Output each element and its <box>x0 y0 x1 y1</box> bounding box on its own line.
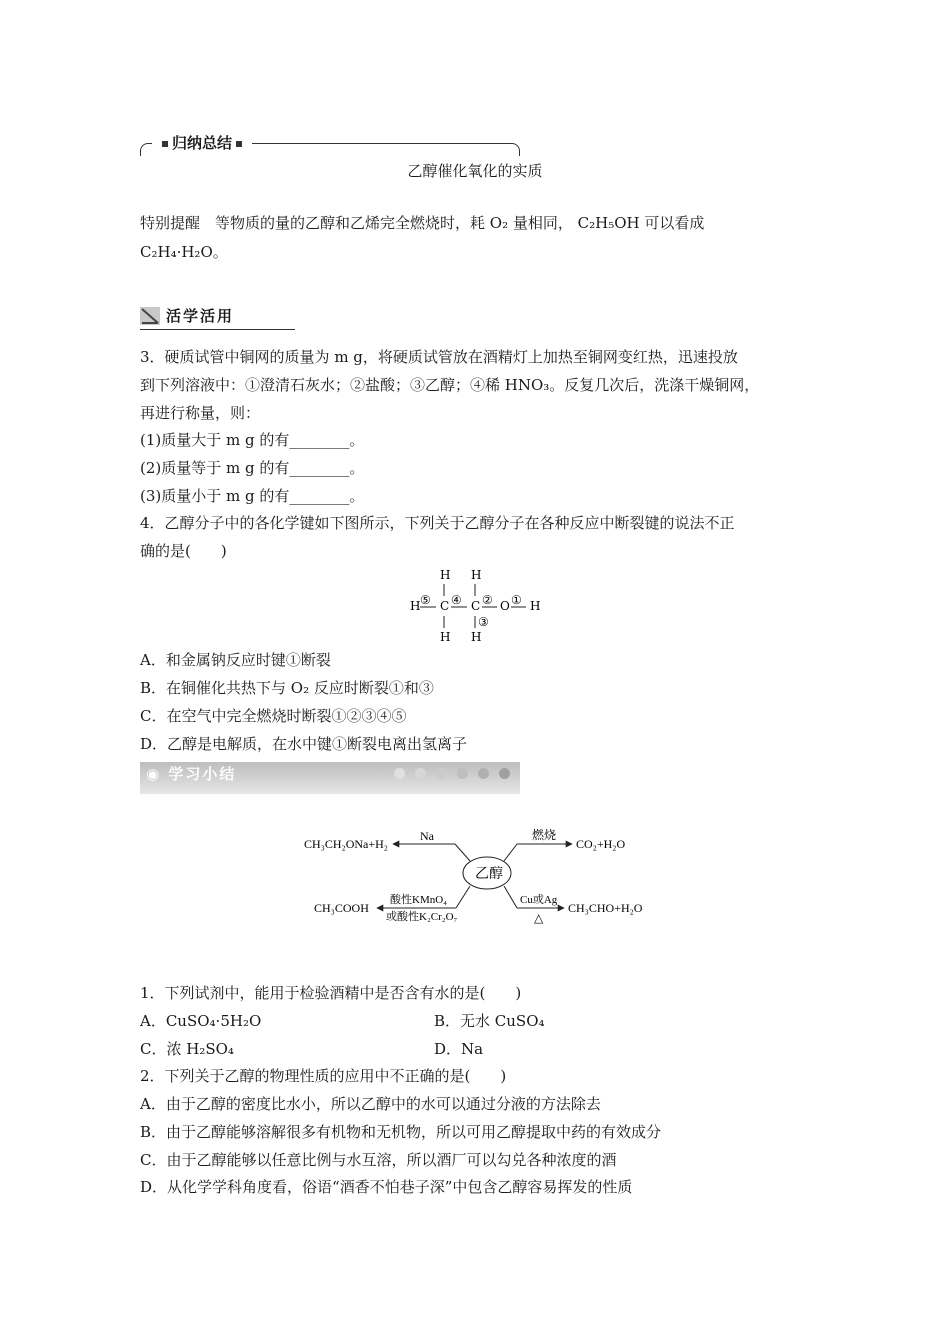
q3-line1: 3．硬质试管中铜网的质量为 m g，将硬质试管放在酒精灯上加热至铜网变红热，迅速投放 <box>140 348 738 366</box>
q4-option-a: A．和金属钠反应时键①断裂 <box>140 651 331 669</box>
q3-sub3: (3)质量小于 m g 的有________。 <box>140 487 365 505</box>
q1-option-a: A．CuSO₄·5H₂O <box>140 1012 262 1030</box>
atom-o: O <box>500 599 510 613</box>
q3-sub1: (1)质量大于 m g 的有________。 <box>140 431 365 449</box>
dot-icon <box>415 768 426 779</box>
bond-3-label: ③ <box>478 615 489 629</box>
q2-option-b: B．由于乙醇能够溶解很多有机物和无机物，所以可用乙醇提取中药的有效成分 <box>140 1123 662 1141</box>
atom-h: H <box>440 630 451 644</box>
square-bullet-icon <box>236 141 242 147</box>
dot-icon <box>499 768 510 779</box>
dot-icon <box>436 768 447 779</box>
diagonal-stripe-icon <box>140 307 160 325</box>
q4-line1: 4．乙醇分子中的各化学键如下图所示，下列关于乙醇分子在各种反应中断裂键的说法不正 <box>140 514 735 532</box>
summary-header <box>140 133 520 155</box>
q4-option-b: B．在铜催化共热下与 O₂ 反应时断裂①和③ <box>140 679 434 697</box>
apply-underline <box>140 329 295 330</box>
bond-5-label: ⑤ <box>420 593 431 607</box>
heat-symbol: △ <box>534 911 544 925</box>
burn-product: CO₂+H₂O <box>576 837 626 851</box>
acid-product: CH₃COOH <box>314 901 369 915</box>
na-product: CH₃CH₂ONa+H₂ <box>304 837 388 851</box>
q1-option-d: D．Na <box>434 1040 484 1058</box>
q4-line2: 确的是( ) <box>140 542 227 560</box>
special-note-text: 等物质的量的乙醇和乙烯完全燃烧时，耗 O₂ 量相同， C₂H₅OH 可以看成 <box>215 214 705 232</box>
summary-subtitle: 乙醇催化氧化的实质 <box>407 162 543 180</box>
acid-reagent-2: 或酸性K₂Cr₂O₇ <box>386 911 458 923</box>
branch-line <box>504 844 517 861</box>
atom-h: H <box>471 568 482 582</box>
q3-line2: 到下列溶液中：①澄清石灰水；②盐酸；③乙醇；④稀 HNO₃。反复几次后，洗涤干燥铜网， <box>140 376 760 394</box>
special-note-line2: C₂H₄·H₂O。 <box>140 243 228 261</box>
atom-c: C <box>471 599 481 613</box>
study-q1: 1．下列试剂中，能用于检验酒精中是否含有水的是( ) <box>140 984 522 1002</box>
q2-option-a: A．由于乙醇的密度比水小，所以乙醇中的水可以通过分液的方法除去 <box>140 1095 601 1113</box>
cu-product: CH₃CHO+H₂O <box>568 901 643 915</box>
acid-reagent-1: 酸性KMnO₄ <box>390 894 448 906</box>
atom-c: C <box>440 599 450 613</box>
q3-sub2: (2)质量等于 m g 的有________。 <box>140 459 365 477</box>
q2-option-c: C．由于乙醇能够以任意比例与水互溶，所以酒厂可以勾兑各种浓度的酒 <box>140 1151 617 1169</box>
special-note-line1 <box>140 213 704 233</box>
dot-icon <box>478 768 489 779</box>
q1-option-b: B．无水 CuSO₄ <box>434 1012 545 1030</box>
square-bullet-icon <box>162 141 168 147</box>
burn-reagent: 燃烧 <box>532 828 557 842</box>
study-summary-bar <box>140 762 520 794</box>
na-reagent: Na <box>420 829 434 843</box>
branch-line <box>456 886 470 908</box>
atom-h: H <box>410 599 421 613</box>
apply-header <box>140 305 295 329</box>
special-note-label: 特别提醒 <box>140 214 201 232</box>
q4-option-d: D．乙醇是电解质，在水中键①断裂电离出氢离子 <box>140 735 468 753</box>
q4-option-c: C．在空气中完全燃烧时断裂①②③④⑤ <box>140 707 407 725</box>
ethanol-bond-structure <box>400 566 560 646</box>
bond-1-label: ① <box>511 593 522 607</box>
q3-line3: 再进行称量，则： <box>140 404 261 422</box>
ethanol-reaction-diagram <box>300 820 660 930</box>
dot-icon <box>457 768 468 779</box>
study-q2: 2．下列关于乙醇的物理性质的应用中不正确的是( ) <box>140 1067 507 1085</box>
branch-line <box>455 844 470 861</box>
apply-title: 活学活用 <box>166 307 235 325</box>
atom-h: H <box>471 630 482 644</box>
bond-4-label: ④ <box>451 593 462 607</box>
atom-h: H <box>440 568 451 582</box>
summary-title: 归纳总结 <box>172 134 233 152</box>
cu-reagent: Cu或Ag <box>520 894 558 906</box>
ethanol-label: 乙醇 <box>475 867 503 882</box>
branch-line <box>504 886 517 908</box>
target-icon: ◉ <box>146 765 162 783</box>
atom-h: H <box>530 599 541 613</box>
dot-icon <box>394 768 405 779</box>
bond-2-label: ② <box>482 593 493 607</box>
study-title: 学习小结 <box>168 765 237 783</box>
q1-option-c: C．浓 H₂SO₄ <box>140 1040 234 1058</box>
q2-option-d: D．从化学学科角度看，俗语“酒香不怕巷子深”中包含乙醇容易挥发的性质 <box>140 1178 633 1196</box>
